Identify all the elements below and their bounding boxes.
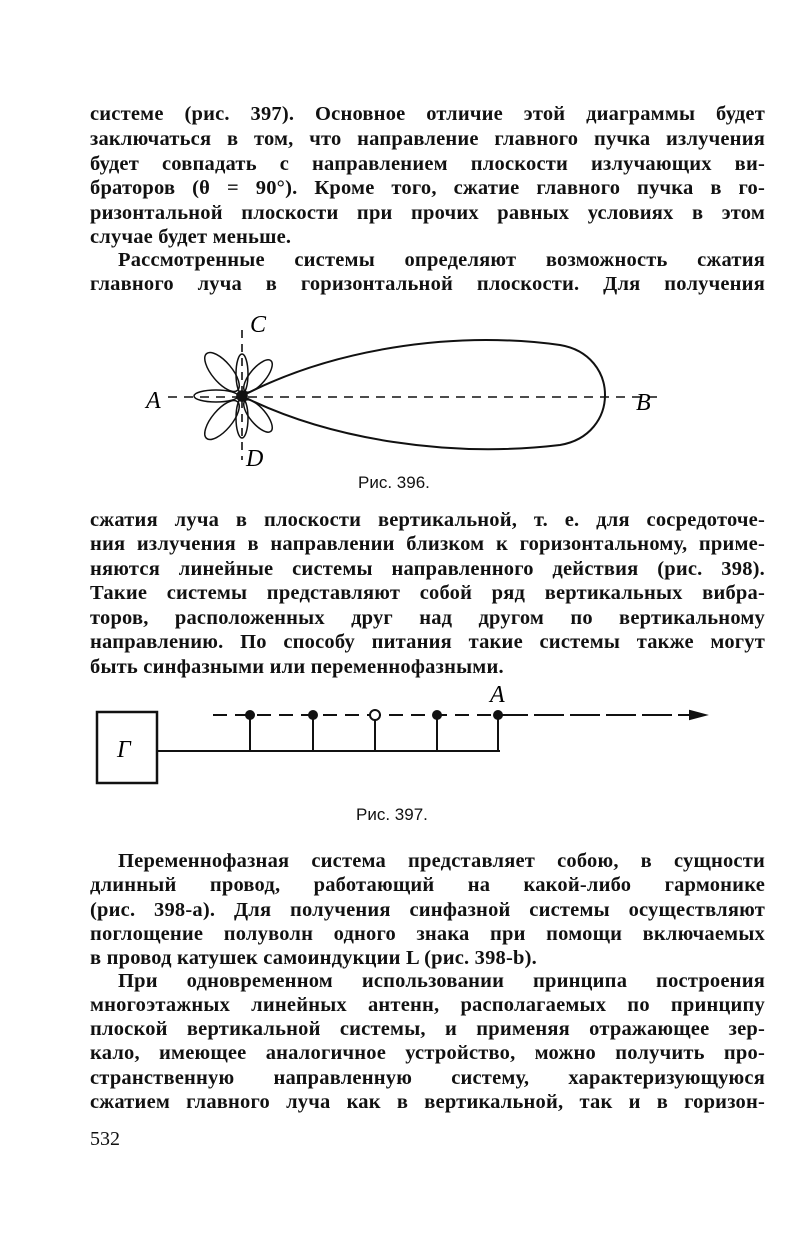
text-line: торов, расположенных друг над другом по вертикальному bbox=[90, 607, 765, 629]
text-line: будет совпадать с направлением плоскости излучающих ви- bbox=[90, 153, 765, 175]
text-line: Рассмотренные системы определяют возможность сжатия bbox=[118, 249, 765, 271]
figure-396-diagram bbox=[0, 300, 794, 500]
figure-397-caption: Рис. 397. bbox=[356, 805, 428, 824]
text-line: многоэтажных линейных антенн, располагаемых по принципу bbox=[90, 994, 765, 1016]
label-a: А bbox=[146, 388, 161, 414]
text-line: браторов (θ = 90°). Кроме того, сжатие главного пучка в го- bbox=[90, 177, 765, 199]
text-line: няются линейные системы направленного действия (рис. 398). bbox=[90, 558, 765, 580]
text-line: кало, имеющее аналогичное устройство, можно получить про- bbox=[90, 1042, 765, 1064]
label-generator: Г bbox=[117, 737, 131, 763]
label-c: С bbox=[250, 312, 267, 338]
text-line: сжатия луча в плоскости вертикальной, т. е. для сосредоточе- bbox=[90, 509, 765, 531]
text-line: заключаться в том, что направление главного пучка излучения bbox=[90, 128, 765, 150]
text-line: главного луча в горизонтальной плоскости. Для получения bbox=[90, 273, 765, 295]
text-line: странственную направленную систему, характеризующуюся bbox=[90, 1067, 765, 1089]
text-line: Переменнофазная система представляет собою, в сущности bbox=[118, 850, 765, 872]
text-line: случае будет меньше. bbox=[90, 226, 292, 248]
text-line: в провод катушек самоиндукции L (рис. 398-b). bbox=[90, 947, 537, 969]
label-b: В bbox=[636, 390, 651, 416]
text-line: системе (рис. 397). Основное отличие этой диаграммы будет bbox=[90, 103, 765, 125]
text-line: Такие системы представляют собой ряд вертикальных вибра- bbox=[90, 582, 765, 604]
text-line: направлению. По способу питания такие системы также могут bbox=[90, 631, 765, 653]
text-line: ния излучения в направлении близком к горизонтальному, приме- bbox=[90, 533, 765, 555]
text-line: длинный провод, работающий на какой-либо гармонике bbox=[90, 874, 765, 896]
figure-396-caption: Рис. 396. bbox=[358, 473, 430, 492]
text-line: ризонтальной плоскости при прочих равных условиях в этом bbox=[90, 202, 765, 224]
label-d: D bbox=[246, 446, 264, 472]
label-a: А bbox=[490, 682, 505, 708]
text-line: плоской вертикальной системы, и применяя отражающее зер- bbox=[90, 1018, 765, 1040]
figure-397-diagram bbox=[0, 680, 794, 800]
text-line: сжатием главного луча как в вертикальной, так и в горизон- bbox=[90, 1091, 765, 1113]
page-number: 532 bbox=[90, 1128, 120, 1150]
text-line: (рис. 398-а). Для получения синфазной системы осуществляют bbox=[90, 899, 765, 921]
text-line: быть синфазными или переменнофазными. bbox=[90, 656, 504, 678]
text-line: поглощение полуволн одного знака при помощи включаемых bbox=[90, 923, 765, 945]
text-line: При одновременном использовании принципа построения bbox=[118, 970, 765, 992]
